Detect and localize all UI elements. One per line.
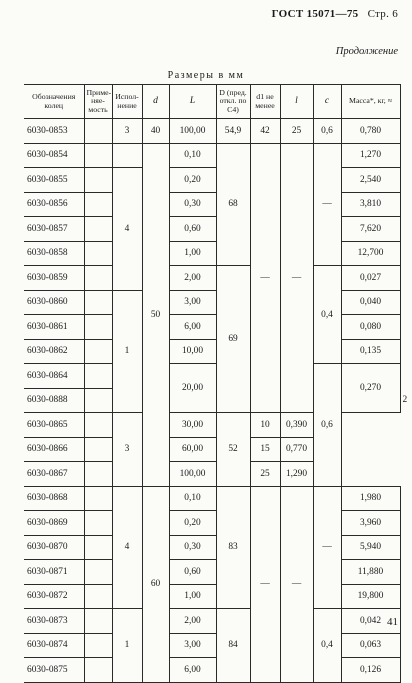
mass-cell: 7,620 xyxy=(341,217,400,242)
mass-cell: 0,390 xyxy=(280,413,313,438)
col-header-L: L xyxy=(169,85,216,119)
L-cell: 6,00 xyxy=(169,315,216,340)
L-cell: 100,00 xyxy=(169,119,216,144)
d-cell: 50 xyxy=(142,143,169,486)
use-cell xyxy=(84,413,112,438)
col-header-d: d xyxy=(142,85,169,119)
mass-cell: 1,290 xyxy=(280,462,313,487)
table-row xyxy=(24,290,400,315)
table-row xyxy=(24,168,400,193)
d1-cell: — xyxy=(250,143,280,413)
table-row xyxy=(24,535,400,560)
c-cell: 0,4 xyxy=(313,609,341,683)
c-cell: 0,6 xyxy=(313,119,341,144)
ring-designation: 6030-0865 xyxy=(24,413,84,438)
L-cell: 20,00 xyxy=(169,364,216,413)
l-cell: — xyxy=(280,486,313,682)
D-cell: 69 xyxy=(216,266,250,413)
version-cell: 3 xyxy=(112,413,142,487)
d-cell: 40 xyxy=(142,119,169,144)
L-cell: 100,00 xyxy=(169,462,216,487)
mass-cell: 0,135 xyxy=(341,339,400,364)
ring-designation: 6030-0869 xyxy=(24,511,84,536)
mass-cell: 11,880 xyxy=(341,560,400,585)
table-row xyxy=(24,143,400,168)
table-row xyxy=(24,437,400,462)
table-row: 6030-0888 2 xyxy=(24,388,400,413)
ring-designation: 6030-0888 xyxy=(24,388,84,413)
table-row xyxy=(24,462,400,487)
L-cell: 0,30 xyxy=(169,192,216,217)
ring-designation: 6030-0857 xyxy=(24,217,84,242)
ring-designation: 6030-0861 xyxy=(24,315,84,340)
ring-designation: 6030-0867 xyxy=(24,462,84,487)
version-cell: 1 xyxy=(112,290,142,413)
table-row xyxy=(24,339,400,364)
L-cell: 30,00 xyxy=(169,413,216,438)
use-cell xyxy=(84,462,112,487)
ring-designation: 6030-0856 xyxy=(24,192,84,217)
use-cell xyxy=(84,437,112,462)
version-cell: 4 xyxy=(112,486,142,609)
use-cell xyxy=(84,609,112,634)
page-number: 41 xyxy=(387,616,398,628)
c-cell: — xyxy=(313,143,341,266)
use-cell xyxy=(84,535,112,560)
page-label: Стр. 6 xyxy=(367,8,398,20)
table-row xyxy=(24,192,400,217)
L-cell: 2,00 xyxy=(169,609,216,634)
L-cell: 3,00 xyxy=(169,290,216,315)
ring-designation: 6030-0871 xyxy=(24,560,84,585)
L-cell: 3,00 xyxy=(169,633,216,658)
table-row xyxy=(24,609,400,634)
D-cell: 68 xyxy=(216,143,250,266)
L-cell: 0,10 xyxy=(169,486,216,511)
d1-cell: — xyxy=(250,486,280,682)
use-cell xyxy=(84,192,112,217)
mass-cell: 0,780 xyxy=(341,119,400,144)
ring-designation: 6030-0874 xyxy=(24,633,84,658)
D-cell: 54,9 xyxy=(216,119,250,144)
L-cell: 0,60 xyxy=(169,560,216,585)
table-row xyxy=(24,413,400,438)
col-header-d1: d1 не менее xyxy=(250,85,280,119)
table-row xyxy=(24,266,400,291)
L-cell: 0,10 xyxy=(169,143,216,168)
L-cell: 0,20 xyxy=(169,168,216,193)
use-cell xyxy=(84,119,112,144)
ring-designation: 6030-0858 xyxy=(24,241,84,266)
ring-designation: 6030-0873 xyxy=(24,609,84,634)
use-cell xyxy=(84,290,112,315)
use-cell xyxy=(84,584,112,609)
ring-designation: 6030-0860 xyxy=(24,290,84,315)
ring-designation: 6030-0864 xyxy=(24,364,84,389)
col-header-version: Испол-нение xyxy=(112,85,142,119)
col-header-D: D (пред. откл. по C4) xyxy=(216,85,250,119)
use-cell xyxy=(84,143,112,168)
D-cell: 83 xyxy=(216,486,250,609)
mass-cell: 0,063 xyxy=(341,633,400,658)
table-row xyxy=(24,364,400,389)
version-cell: 3 xyxy=(112,119,142,144)
mass-cell: 0,042 xyxy=(341,609,400,634)
c-cell: 0,6 xyxy=(313,364,341,487)
dimensions-table xyxy=(24,84,408,683)
use-cell xyxy=(84,486,112,511)
use-cell xyxy=(84,364,112,389)
table-row xyxy=(24,241,400,266)
ring-designation: 6030-0872 xyxy=(24,584,84,609)
l-cell: — xyxy=(280,143,313,413)
mass-cell: 5,940 xyxy=(341,535,400,560)
l-cell: 25 xyxy=(250,462,280,487)
document-header xyxy=(272,8,398,20)
table-caption: Размеры в мм xyxy=(167,70,245,81)
mass-cell: 3,810 xyxy=(341,192,400,217)
l-cell: 10 xyxy=(250,413,280,438)
use-cell xyxy=(84,388,112,413)
L-cell: 6,00 xyxy=(169,658,216,683)
col-header-use: Приме-няе-мость xyxy=(84,85,112,119)
table-row xyxy=(24,119,400,144)
mass-cell: 0,080 xyxy=(341,315,400,340)
d-cell: 60 xyxy=(142,486,169,682)
use-cell xyxy=(84,241,112,266)
l-cell: 25 xyxy=(280,119,313,144)
use-cell xyxy=(84,168,112,193)
L-cell: 0,30 xyxy=(169,535,216,560)
c-cell: — xyxy=(313,486,341,609)
col-header-name: Обозначения колец xyxy=(24,85,84,119)
use-cell xyxy=(84,633,112,658)
mass-cell: 1,980 xyxy=(341,486,400,511)
use-cell xyxy=(84,266,112,291)
mass-cell: 0,126 xyxy=(341,658,400,683)
L-cell: 0,60 xyxy=(169,217,216,242)
l-cell: 15 xyxy=(250,437,280,462)
mass-cell: 2,540 xyxy=(341,168,400,193)
table-header-row xyxy=(24,85,400,119)
L-cell: 10,00 xyxy=(169,339,216,364)
ring-designation: 6030-0868 xyxy=(24,486,84,511)
d1-cell: 42 xyxy=(250,119,280,144)
L-cell: 2,00 xyxy=(169,266,216,291)
c-cell: 0,4 xyxy=(313,266,341,364)
col-header-l: l xyxy=(280,85,313,119)
ring-designation: 6030-0855 xyxy=(24,168,84,193)
table-row xyxy=(24,584,400,609)
L-cell: 1,00 xyxy=(169,584,216,609)
ring-designation: 6030-0866 xyxy=(24,437,84,462)
ring-designation: 6030-0862 xyxy=(24,339,84,364)
mass-cell: 3,960 xyxy=(341,511,400,536)
standard-title: ГОСТ 15071—75 xyxy=(271,8,359,20)
d1-cell: 52 xyxy=(216,413,250,487)
table-row xyxy=(24,315,400,340)
table-row xyxy=(24,511,400,536)
table-row xyxy=(24,658,400,683)
D-cell: 84 xyxy=(216,609,250,683)
use-cell xyxy=(84,315,112,340)
L-cell: 60,00 xyxy=(169,437,216,462)
mass-cell: 0,027 xyxy=(341,266,400,291)
table-row xyxy=(24,633,400,658)
ring-designation: 6030-0853 xyxy=(24,119,84,144)
L-cell: 0,20 xyxy=(169,511,216,536)
ring-designation: 6030-0875 xyxy=(24,658,84,683)
col-header-mass: Масса*, кг, ≈ xyxy=(341,85,400,119)
table-row xyxy=(24,486,400,511)
mass-cell: 0,270 xyxy=(341,364,400,413)
version-cell xyxy=(112,143,142,168)
use-cell xyxy=(84,339,112,364)
table-row xyxy=(24,560,400,585)
version-cell: 4 xyxy=(112,168,142,291)
version-cell: 1 xyxy=(112,609,142,683)
col-header-c: c xyxy=(313,85,341,119)
mass-cell: 0,040 xyxy=(341,290,400,315)
L-cell: 1,00 xyxy=(169,241,216,266)
mass-cell: 12,700 xyxy=(341,241,400,266)
use-cell xyxy=(84,511,112,536)
continuation-label: Продолжение xyxy=(335,46,398,57)
table-row xyxy=(24,217,400,242)
ring-designation: 6030-0854 xyxy=(24,143,84,168)
mass-cell: 19,800 xyxy=(341,584,400,609)
use-cell xyxy=(84,560,112,585)
mass-cell: 0,770 xyxy=(280,437,313,462)
use-cell xyxy=(84,217,112,242)
ring-designation: 6030-0870 xyxy=(24,535,84,560)
mass-cell: 1,270 xyxy=(341,143,400,168)
ring-designation: 6030-0859 xyxy=(24,266,84,291)
use-cell xyxy=(84,658,112,683)
